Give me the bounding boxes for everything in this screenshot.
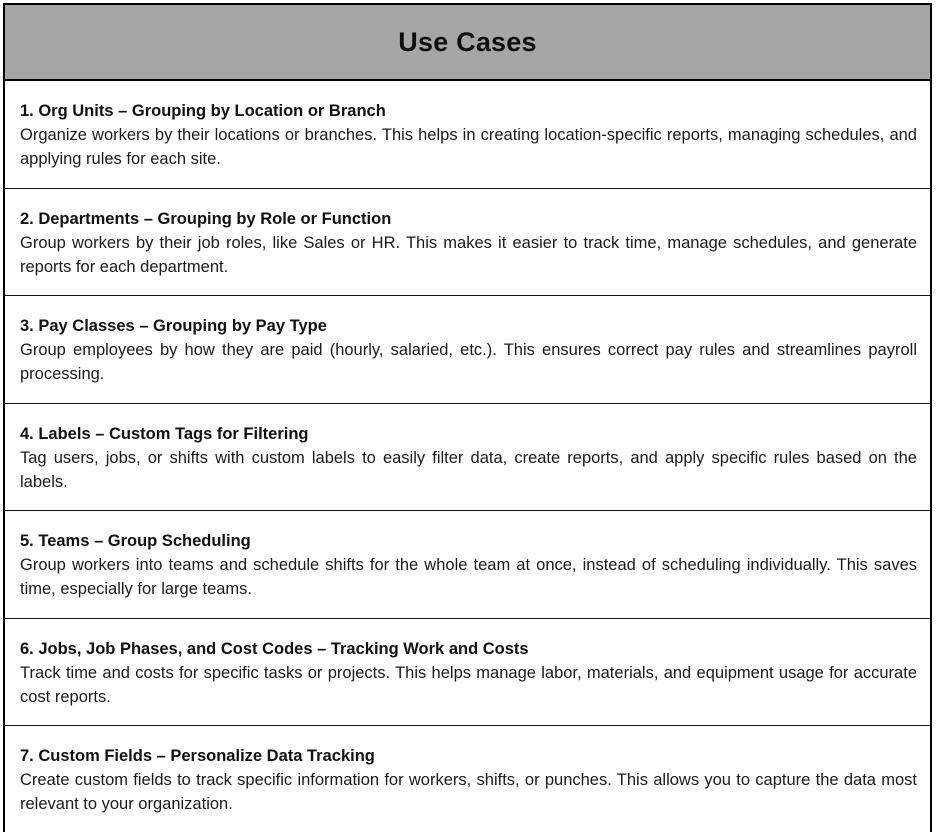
use-case-row-departments [5, 189, 930, 297]
use-case-title: 6. Jobs, Job Phases, and Cost Codes – Tracking Work and Costs [20, 639, 529, 658]
use-case-title: 3. Pay Classes – Grouping by Pay Type [20, 317, 327, 335]
use-case-title: 2. Departments – Grouping by Role or Function [20, 209, 392, 228]
use-case-title: 7. Custom Fields – Personalize Data Tracking [20, 747, 375, 765]
use-case-description: Tag users, jobs, or shifts with custom labels to easily filter data, create reports, and apply specific rules based on the labels. [20, 448, 917, 491]
use-case-title: 1. Org Units – Grouping by Location or Branch [20, 102, 386, 120]
use-case-row-pay-classes [5, 296, 930, 404]
use-case-description: Create custom fields to track specific information for workers, shifts, or punches. This allows you to capture the data most relevant to your organization. [20, 771, 917, 813]
use-case-row-teams [5, 511, 930, 619]
use-case-title: 4. Labels – Custom Tags for Filtering [20, 424, 309, 443]
table-title: Use Cases [398, 26, 537, 57]
use-case-description: Track time and costs for specific tasks or projects. This helps manage labor, materials, and equipment usage for accurate cost reports. [20, 663, 917, 706]
use-case-description: Group employees by how they are paid (hourly, salaried, etc.). This ensures correct pay rules and streamlines payroll processing. [20, 341, 917, 383]
use-case-description: Organize workers by their locations or branches. This helps in creating location-specific reports, managing schedules, and applying rules for each site. [20, 126, 917, 168]
use-case-row-jobs [5, 619, 930, 727]
use-case-description: Group workers into teams and schedule shifts for the whole team at once, instead of scheduling individually. This saves time, especially for large teams. [20, 556, 917, 598]
use-case-description: Group workers by their job roles, like Sales or HR. This makes it easier to track time, manage schedules, and generate reports for each department. [20, 233, 917, 276]
use-case-row-custom-fields [5, 726, 930, 832]
use-case-row-labels [5, 404, 930, 512]
use-case-row-org-units [5, 81, 930, 189]
table-header [5, 5, 930, 81]
use-cases-table [3, 3, 932, 832]
use-case-title: 5. Teams – Group Scheduling [20, 532, 251, 550]
